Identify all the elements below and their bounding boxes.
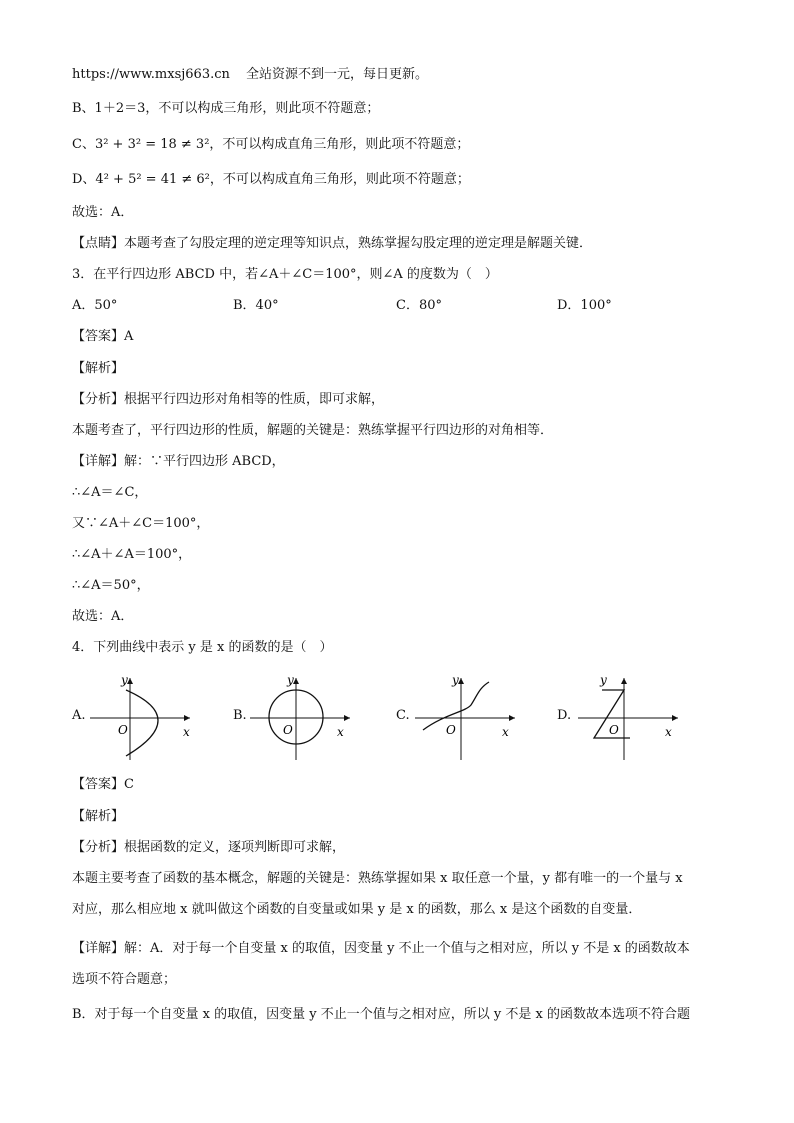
graph-d (578, 670, 688, 760)
graph-d-x-label: x (665, 725, 672, 739)
graph-c-origin-label: O (446, 723, 456, 737)
q3-option-c: C．80° (396, 298, 442, 313)
q3-choice: 故选：A． (72, 609, 134, 624)
graph-d-label: D. (557, 708, 572, 723)
q4-stem: 4．下列曲线中表示 y 是 x 的函数的是（ ） (72, 640, 333, 655)
graph-d-y-label: y (600, 673, 607, 687)
q3-analysis: 【分析】根据平行四边形对角相等的性质，即可求解， (72, 392, 385, 407)
header-url[interactable]: https://www.mxsj663.cn (72, 67, 230, 82)
q3-stem: 3．在平行四边形 ABCD 中，若∠A＋∠C＝100°，则∠A 的度数为（ ） (72, 267, 498, 282)
q3-detail-1: 【详解】解：∵平行四边形 ABCD， (72, 454, 285, 469)
q4-detail-3: B．对于每一个自变量 x 的取值，因变量 y 不止一个值与之相对应，所以 y 不是 x 的函数故本选项不符合题 (72, 1007, 690, 1022)
solution-choice: 故选：A． (72, 205, 134, 220)
q3-detail-3: 又∵∠A＋∠C＝100°， (72, 516, 210, 531)
graph-b-y-label: y (287, 673, 294, 687)
q3-detail-2: ∴∠A＝∠C， (72, 485, 148, 500)
q3-option-b: B．40° (233, 298, 279, 313)
solution-comment: 【点睛】本题考查了勾股定理的逆定理等知识点，熟练掌握勾股定理的逆定理是解题关键． (72, 236, 593, 251)
q4-answer: 【答案】C (72, 777, 134, 792)
q3-option-a: A．50° (72, 298, 118, 313)
q3-analysis-2: 本题考查了，平行四边形的性质，解题的关键是：熟练掌握平行四边形的对角相等． (72, 423, 554, 438)
q4-analysis-2: 本题主要考查了函数的基本概念，解题的关键是：熟练掌握如果 x 取任意一个量，y 都有唯一的一个量与 x (72, 871, 683, 886)
graph-d-origin-label: O (609, 723, 619, 737)
q4-detail-1: 【详解】解：A．对于每一个自变量 x 的取值，因变量 y 不止一个值与之相对应，所以 y 不是 x 的函数故本 (72, 941, 690, 956)
graph-a-x-label: x (183, 725, 190, 739)
q4-detail-2: 选项不符合题意； (72, 972, 177, 987)
graph-c-y-label: y (452, 673, 459, 687)
q3-analysis-title: 【解析】 (72, 361, 125, 376)
graph-a-origin-label: O (118, 723, 128, 737)
graph-b-label: B. (233, 708, 247, 723)
graph-c-x-label: x (502, 725, 509, 739)
graph-c (415, 670, 525, 760)
q4-analysis-title: 【解析】 (72, 809, 125, 824)
solution-line-b: B、1＋2＝3，不可以构成三角形，则此项不符题意； (72, 101, 380, 116)
graph-a (90, 670, 200, 760)
solution-line-d: D、4² + 5² = 41 ≠ 6²，不可以构成直角三角形，则此项不符题意； (72, 172, 470, 187)
solution-line-c: C、3² + 3² = 18 ≠ 3²，不可以构成直角三角形，则此项不符题意； (72, 137, 470, 152)
graph-a-y-label: y (121, 673, 128, 687)
q3-detail-5: ∴∠A＝50°， (72, 578, 150, 593)
q4-analysis: 【分析】根据函数的定义，逐项判断即可求解， (72, 840, 346, 855)
graph-b (250, 670, 360, 760)
graph-b-origin-label: O (283, 723, 293, 737)
q3-detail-4: ∴∠A＋∠A＝100°， (72, 547, 192, 562)
q4-analysis-3: 对应，那么相应地 x 就叫做这个函数的自变量或如果 y 是 x 的函数，那么 x 是这个函数的自变量． (72, 902, 642, 917)
graph-c-label: C. (396, 708, 410, 723)
graph-a-label: A. (72, 708, 86, 723)
graph-b-x-label: x (337, 725, 344, 739)
q3-answer: 【答案】A (72, 329, 134, 344)
q3-option-d: D．100° (557, 298, 612, 313)
header-slogan: 全站资源不到一元，每日更新。 (246, 67, 429, 82)
